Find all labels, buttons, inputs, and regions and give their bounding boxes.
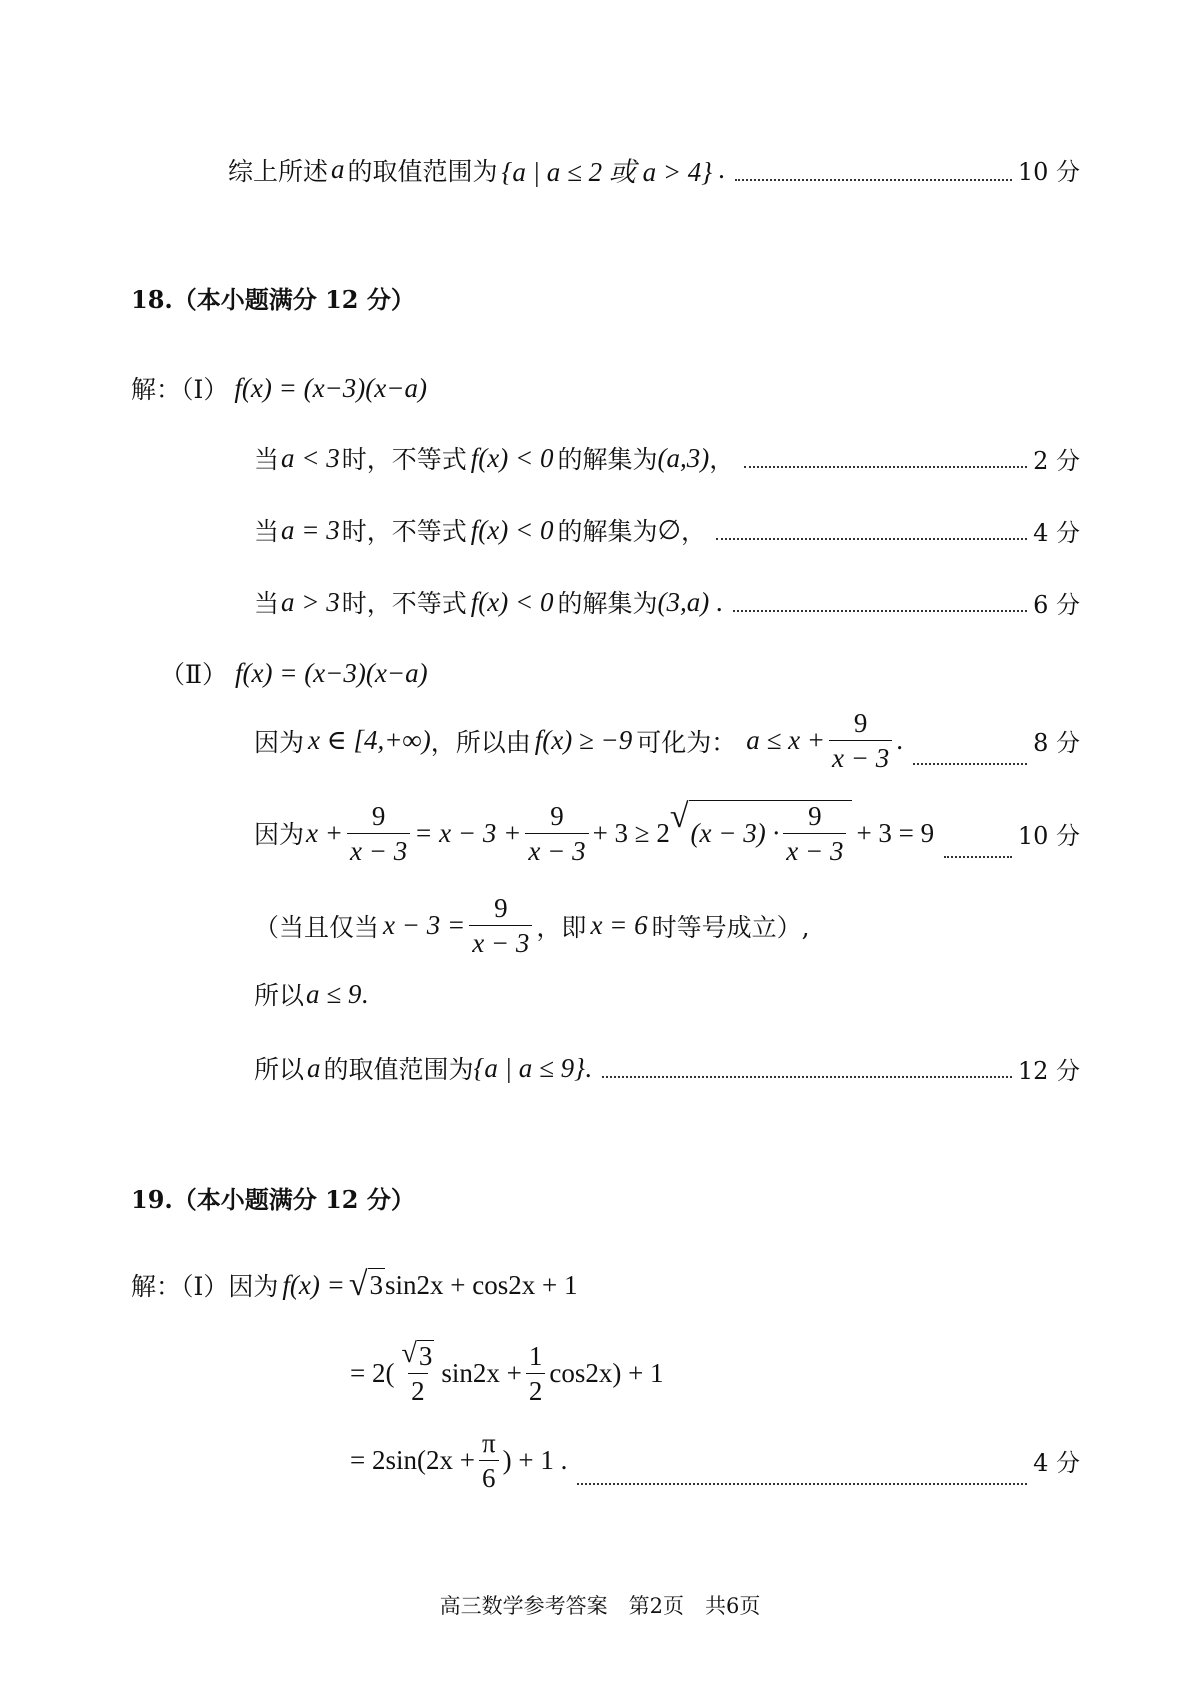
frac-numerator: π <box>481 1428 496 1458</box>
q19-expr2-c: cos2x) + 1 <box>549 1357 664 1388</box>
case-end: . <box>715 587 724 617</box>
q19-score: 4 分 <box>1033 1449 1080 1477</box>
case-mid: 时，不等式 <box>341 517 467 546</box>
frac-denominator: x − 3 <box>829 740 892 773</box>
summary-text-b: 的取值范围为 <box>347 156 498 186</box>
case-mid: 时，不等式 <box>341 589 467 618</box>
step2-t1: 因为 <box>254 820 305 849</box>
q19-expr3-a: = 2sin(2x + <box>350 1445 475 1475</box>
case-end: ， <box>681 517 707 546</box>
q18-case-1 <box>254 440 1080 476</box>
frac-denominator: x − 3 <box>347 833 410 866</box>
case-set-text: 的解集为 <box>557 445 658 474</box>
step5-e1: {a | a ≤ 9} <box>473 1052 585 1083</box>
step3-t2: ，即 <box>536 912 587 942</box>
summary-text-a: 综上所述 <box>228 156 329 186</box>
case-cond: a < 3 <box>281 442 340 473</box>
step2-score: 10 分 <box>1017 821 1080 850</box>
case-set-text: 的解集为 <box>557 589 658 618</box>
frac-numerator: 1 <box>528 1340 543 1371</box>
q18-step4 <box>254 976 368 1012</box>
step2-leader-dots <box>944 856 1012 858</box>
q19-expr1-b: sin2x + cos2x + 1 <box>385 1269 578 1300</box>
step5-score: 12 分 <box>1017 1056 1080 1085</box>
case-set: ∅ <box>657 514 681 545</box>
q18-part1-label: 解：（Ⅰ） <box>131 375 229 404</box>
step1-e3: a ≤ x + <box>746 725 826 755</box>
step5-var: a <box>307 1052 321 1083</box>
frac-denominator: 6 <box>479 1460 499 1493</box>
case-ineq: f(x) < 0 <box>470 586 554 617</box>
summary-var-a: a <box>331 154 345 184</box>
step5-t2: 的取值范围为 <box>323 1055 474 1084</box>
step3-e1: x − 3 = <box>383 910 466 940</box>
radicand: 3 <box>369 1270 383 1300</box>
summary-line <box>228 150 1080 189</box>
case-ineq: f(x) < 0 <box>470 514 554 545</box>
q19-expr2-a: = 2( <box>350 1357 395 1388</box>
case-leader-dots <box>744 466 1027 468</box>
case-set: (3,a) <box>657 586 710 617</box>
q18-heading: 18.（本小题满分 12 分） <box>131 285 415 314</box>
summary-set: {a | a ≤ 2 或 a > 4} <box>501 157 713 187</box>
page-footer: 高三数学参考答案 第2页 共6页 <box>439 1594 761 1618</box>
step1-t2: ，所以由 <box>430 727 531 757</box>
case-prefix: 当 <box>254 589 280 618</box>
radicand: 3 <box>418 1341 433 1371</box>
q19-line2 <box>350 1340 664 1406</box>
step1-e2: f(x) ≥ −9 <box>534 725 633 755</box>
case-score: 6 分 <box>1033 590 1080 619</box>
step4-t1: 所以 <box>254 981 305 1010</box>
radical-sign: √ <box>401 1338 417 1369</box>
step5-leader-dots <box>602 1076 1012 1078</box>
case-leader-dots <box>716 538 1027 540</box>
frac-denominator: x − 3 <box>525 833 588 866</box>
radicand-fraction <box>783 801 846 866</box>
q19-expr3-b: ) + 1 . <box>502 1445 568 1475</box>
q18-part1-expr: f(x) = (x−3)(x−a) <box>234 372 427 403</box>
q19-line1 <box>131 1267 577 1303</box>
frac-numerator: 9 <box>371 800 386 831</box>
case-prefix: 当 <box>254 445 280 474</box>
q19-expr1-sqrt <box>349 1268 385 1302</box>
step1-t1: 因为 <box>254 727 305 757</box>
step2-e3: + 3 ≥ 2 <box>592 817 670 848</box>
q19-part1-label: 解：（Ⅰ）因为 <box>131 1272 279 1301</box>
q19-leader-dots <box>577 1483 1027 1485</box>
frac-denominator: 2 <box>408 1373 428 1406</box>
step5-t1: 所以 <box>254 1055 305 1084</box>
step2-e2: = x − 3 + <box>414 817 522 848</box>
case-mid: 时，不等式 <box>341 445 467 474</box>
case-leader-dots <box>733 610 1027 612</box>
summary-period: . <box>718 154 725 184</box>
q18-step2 <box>254 800 1080 866</box>
case-prefix: 当 <box>254 517 280 546</box>
step1-end: . <box>896 725 903 755</box>
frac-numerator: 9 <box>550 800 564 831</box>
case-score: 2 分 <box>1033 446 1080 475</box>
step2-e4: + 3 = 9 <box>856 817 935 848</box>
q19-expr1-a: f(x) = <box>282 1269 345 1300</box>
radical-sign: √ <box>669 798 689 835</box>
step1-leader-dots <box>913 763 1027 765</box>
case-cond: a > 3 <box>281 586 340 617</box>
q19-expr3-fraction <box>479 1428 499 1493</box>
frac-denominator: x − 3 <box>783 833 846 866</box>
q18-case-2 <box>254 512 1080 548</box>
q18-part2-label: （Ⅱ） <box>160 660 227 689</box>
radicand <box>689 800 853 866</box>
case-score: 4 分 <box>1033 518 1080 547</box>
step1-t3: 可化为： <box>636 727 737 757</box>
case-cond: a = 3 <box>281 514 340 545</box>
summary-score: 10 分 <box>1017 158 1080 186</box>
q18-case-3 <box>254 584 1080 620</box>
q19-expr2-b: sin2x + <box>441 1357 522 1388</box>
frac-numerator <box>398 1340 437 1373</box>
radicand-a: (x − 3) · <box>690 818 780 848</box>
case-ineq: f(x) < 0 <box>470 442 554 473</box>
step1-e1: x ∈ [4,+∞) <box>308 725 431 755</box>
frac-numerator: 9 <box>494 893 508 923</box>
radical-sign: √ <box>348 1266 368 1303</box>
step3-e2: x = 6 <box>590 910 648 940</box>
q18-step3 <box>254 893 810 958</box>
step4-e1: a ≤ 9 <box>306 978 362 1009</box>
q18-part2-expr: f(x) = (x−3)(x−a) <box>235 657 428 688</box>
q19-expr2-fraction-1 <box>398 1340 437 1406</box>
step2-fraction-1 <box>347 801 410 866</box>
q19-line3 <box>350 1428 1080 1493</box>
q18-step1 <box>254 708 1080 773</box>
q18-step5 <box>254 1050 1080 1086</box>
q18-part1 <box>131 370 427 406</box>
step2-e1: x + <box>306 817 343 848</box>
frac-numerator: 9 <box>808 801 822 831</box>
frac-numerator: 9 <box>853 708 868 738</box>
step3-t3: 时等号成立）, <box>651 912 810 942</box>
q19-expr2-fraction-2 <box>526 1341 546 1406</box>
step4-end: . <box>361 978 369 1009</box>
summary-leader-dots <box>735 179 1012 181</box>
q18-part2 <box>160 655 428 691</box>
step5-end: . <box>584 1052 592 1083</box>
case-set-text: 的解集为 <box>557 517 658 546</box>
case-end: ， <box>709 445 735 474</box>
frac-denominator: x − 3 <box>469 925 532 958</box>
step3-fraction <box>469 893 532 958</box>
q19-heading: 19.（本小题满分 12 分） <box>131 1185 415 1214</box>
step1-score: 8 分 <box>1033 729 1080 757</box>
case-set: (a,3) <box>657 442 710 473</box>
step2-sqrt <box>670 800 853 866</box>
step2-fraction-2 <box>525 801 588 866</box>
step1-fraction <box>829 708 892 773</box>
frac-denominator: 2 <box>526 1373 546 1406</box>
step3-t1: （当且仅当 <box>254 912 380 942</box>
